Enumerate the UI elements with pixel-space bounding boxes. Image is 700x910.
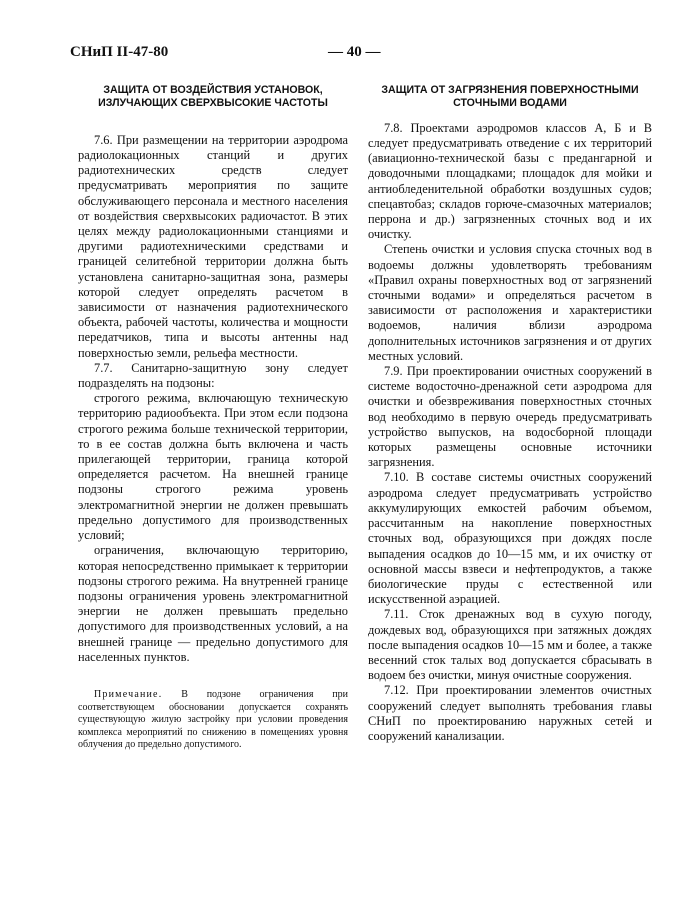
clause-number: 7.9. — [384, 364, 403, 379]
left-column — [78, 84, 348, 752]
section-title-wastewater: ЗАЩИТА ОТ ЗАГРЯЗНЕНИЯ ПОВЕРХНОСТНЫМИ СТОЧНЫМИ ВОДАМИ — [381, 84, 639, 110]
footnote — [78, 689, 348, 752]
paragraph-treatment-degree: Степень очистки и условия спуска сточных вод в водоемы должны удовлетворять требованиям «Правил охраны поверхностных вод от загрязнений сточными водами» и определяться расчетом в зависимости от расположения и характеристики водоемов, наличия вблизи аэродрома дополнительных источников загрязнения и от других местных условий. — [368, 242, 652, 363]
clause-number: 7.10. — [384, 470, 409, 485]
paragraph-7-12 — [368, 683, 652, 744]
section-title-microwave: ЗАЩИТА ОТ ВОЗДЕЙСТВИЯ УСТАНОВОК, ИЗЛУЧАЮЩИХ СВЕРХВЫСОКИЕ ЧАСТОТЫ — [98, 84, 328, 110]
paragraph-text: Проектами аэродромов классов А, Б и В следует предусматривать отведение с их территорий (авиационно-технической базы с предангарной и доводочными площадками; площадок для мойки и антиобледенительной обработки воздушных судов; спецавтобаз; складов горюче-смазочных материалов; перрона и др.) загрязненных сточных вод и их очистку. — [368, 120, 652, 242]
paragraph-7-9 — [368, 364, 652, 470]
paragraph-text: В составе системы очистных сооружений аэродрома следует предусматривать устройство аккумулирующих емкостей рабочим объемом, рассчитанным на накопление поверхностных сточных вод, образующихся при дождях после выпадения осадков до 10—15 мм, и их очистку от основной массы взвеси и нефтепродуктов, а также биологические пруды с естественной или искусственной аэрацией. — [368, 470, 652, 607]
paragraph-7-8 — [368, 121, 652, 243]
clause-number: 7.11. — [384, 607, 409, 622]
right-column — [368, 84, 652, 744]
page-number: — 40 — — [328, 44, 381, 60]
paragraph-7-11 — [368, 607, 652, 683]
paragraph-text: При размещении на территории аэродрома радиолокационных станций и других радиотехнических средств следует предусматривать мероприятия по защите обслуживающего персонала и местного населения от воздействия сверхвысоких радиочастот. В этих целях между радиолокационными станциями и другими радиотехническими средствами и границей селитебной территории должна быть установлена санитарно-защитная зона, размеры которой следует определять расчетом в зависимости от назначения радиотехнического объекта, рабочей частоты, количества и мощности передатчиков, типа и высоты антенны над поверхностью земли, рельефа местности. — [78, 132, 348, 360]
clause-number: 7.8. — [384, 120, 403, 135]
clause-number: 7.6. — [94, 132, 113, 147]
paragraph-limit-zone: ограничения, включающую территорию, которая непосредственно примыкает к территории подзоны строгого режима. На внутренней границе подзоны ограничения уровень электромагнитной энергии не должен превышать предельно допустимого для производственных условий, а на внешней границе — предельно допустимого для населенных пунктов. — [78, 543, 348, 664]
paragraph-text: Санитарно-защитную зону следует подразделять на подзоны: — [78, 360, 348, 391]
paragraph-text: При проектировании очистных сооружений в системе водосточно-дренажной сети аэродрома для очистки и обезвреживания поверхностных сточных вод необходимо в первую очередь предусматривать устройство выпусков, на водосборной площади которых размещены основные источники загрязнения. — [368, 364, 652, 470]
paragraph-strict-zone: строгого режима, включающую техническую территорию радиообъекта. При этом если подзона строгого режима больше технической территории, то в ее состав должна быть включена и часть прилегающей территории, граница которой определяется расчетом. На внешней границе подзоны строгого режима уровень электромагнитной энергии не должен превышать предельно допустимого для производственных условий; — [78, 391, 348, 543]
paragraph-7-10 — [368, 470, 652, 607]
document-code: СНиП II-47-80 — [70, 44, 169, 60]
paragraph-7-6 — [78, 133, 348, 361]
note-label: Примечание. — [94, 688, 163, 700]
paragraph-text: При проектировании элементов очистных сооружений следует выполнять требования главы СНиП по проектированию наружных сетей и сооружений канализации. — [368, 683, 652, 743]
clause-number: 7.12. — [384, 683, 409, 698]
note-text: В подзоне ограничения при соответствующем обосновании допускается сохранять существующую жилую застройку при условии проведения комплекса мероприятий по снижению в помещениях уровня облучения до предельно допустимого. — [78, 688, 348, 751]
paragraph-7-7 — [78, 361, 348, 391]
clause-number: 7.7. — [94, 360, 113, 375]
paragraph-text: Сток дренажных вод в сухую погоду, дождевых вод, образующихся при затяжных дождях после выпадения осадков 10—15 мм и более, а также весенний сток талых вод допускается сбрасывать в водоем без очистки, минуя очистные сооружения. — [368, 607, 652, 683]
